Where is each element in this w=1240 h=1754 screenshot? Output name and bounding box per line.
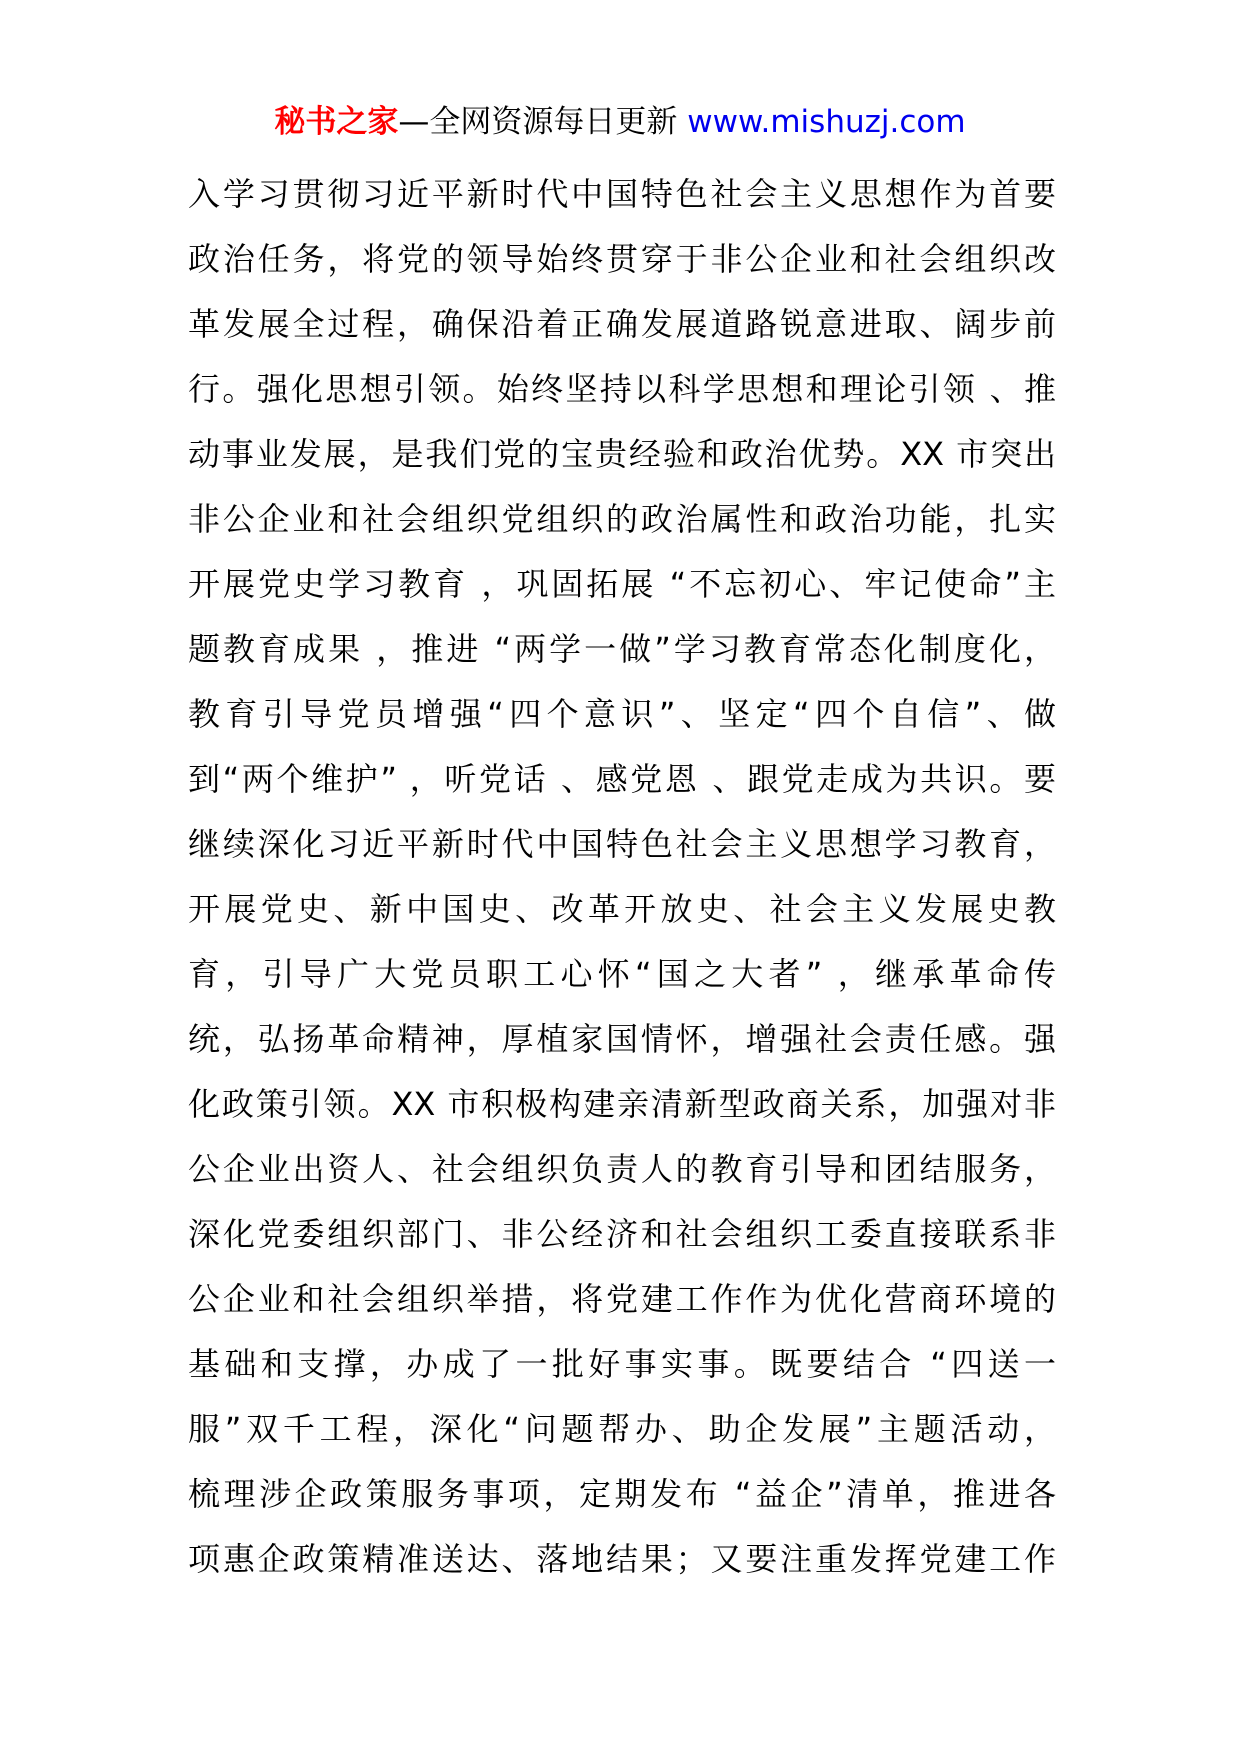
text-line: 非公企业和社会组织党组织的政治属性和政治功能，扎实 xyxy=(188,500,1056,538)
text-line: 公企业和社会组织举措，将党建工作作为优化营商环境的 xyxy=(188,1280,1056,1318)
text-line: 基础和支撑，办成了一批好事实事。既要结合 “四送一 xyxy=(188,1345,1056,1383)
text-line: 到“两个维护” ，听党话 、感党恩 、跟党走成为共识。要 xyxy=(188,760,1056,798)
text-line: 继续深化习近平新时代中国特色社会主义思想学习教育， xyxy=(188,825,1056,863)
text-line: 化政策引领。XX 市积极构建亲清新型政商关系，加强对非 xyxy=(188,1085,1056,1123)
text-line: 动事业发展，是我们党的宝贵经验和政治优势。XX 市突出 xyxy=(188,435,1056,473)
brand-name: 秘书之家 xyxy=(274,104,399,140)
site-url-link[interactable]: www.mishuzj.com xyxy=(687,104,966,140)
text-line: 育，引导广大党员职工心怀“国之大者” ，继承革命传 xyxy=(188,955,1056,993)
text-line: 公企业出资人、社会组织负责人的教育引导和团结服务， xyxy=(188,1150,1056,1188)
text-line: 教育引导党员增强“四个意识”、坚定“四个自信”、做 xyxy=(188,695,1056,733)
page-header xyxy=(0,100,1240,144)
text-line: 梳理涉企政策服务事项，定期发布 “益企”清单，推进各 xyxy=(188,1475,1056,1513)
text-line: 深化党委组织部门、非公经济和社会组织工委直接联系非 xyxy=(188,1215,1056,1253)
text-line: 入学习贯彻习近平新时代中国特色社会主义思想作为首要 xyxy=(188,175,1056,213)
text-line: 革发展全过程，确保沿着正确发展道路锐意进取、阔步前 xyxy=(188,305,1056,343)
text-line: 开展党史、新中国史、改革开放史、社会主义发展史教 xyxy=(188,890,1056,928)
body-text xyxy=(188,162,1056,1592)
text-line: 统，弘扬革命精神，厚植家国情怀，增强社会责任感。强 xyxy=(188,1020,1056,1058)
text-line: 开展党史学习教育 ，巩固拓展 “不忘初心、牢记使命”主 xyxy=(188,565,1056,603)
text-line: 项惠企政策精准送达、落地结果；又要注重发挥党建工作 xyxy=(188,1540,1056,1578)
text-line: 行。强化思想引领。始终坚持以科学思想和理论引领 、推 xyxy=(188,370,1056,408)
text-line: 题教育成果 ，推进 “两学一做”学习教育常态化制度化， xyxy=(188,630,1056,668)
text-line: 政治任务，将党的领导始终贯穿于非公企业和社会组织改 xyxy=(188,240,1056,278)
text-line: 服”双千工程，深化“问题帮办、助企发展”主题活动， xyxy=(188,1410,1056,1448)
header-tagline: —全网资源每日更新 xyxy=(398,104,678,140)
